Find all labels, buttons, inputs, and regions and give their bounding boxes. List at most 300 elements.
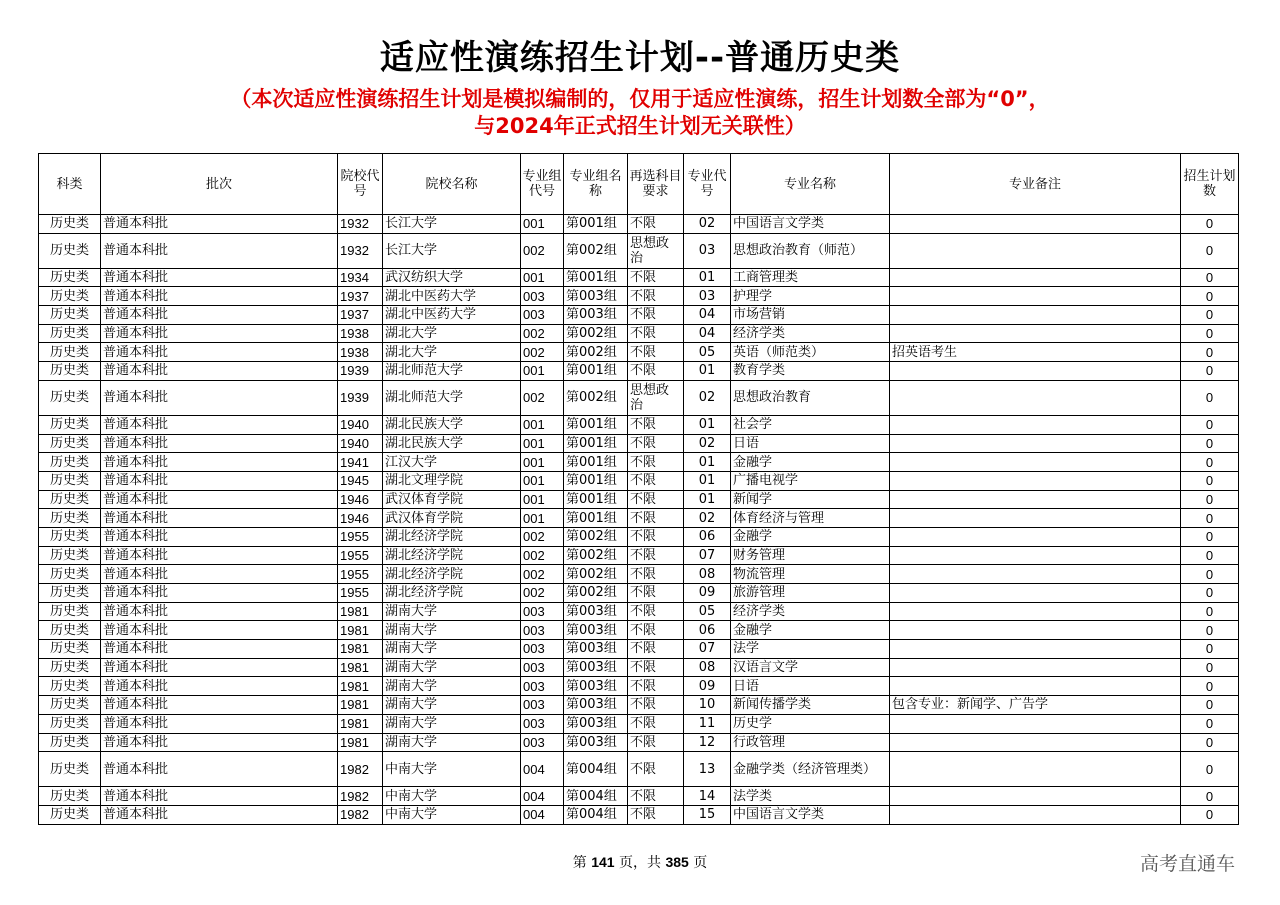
cell-school-code: 1981 — [338, 696, 383, 715]
table-row — [39, 696, 1239, 715]
cell-subject-requirement: 不限 — [628, 343, 684, 362]
cell-school-name: 湖南大学 — [383, 714, 521, 733]
cell-major-name: 金融学类（经济管理类） — [731, 752, 890, 787]
table-row — [39, 453, 1239, 472]
cell-subject: 历史类 — [39, 546, 101, 565]
cell-major-name: 工商管理类 — [731, 268, 890, 287]
cell-school-code: 1945 — [338, 471, 383, 490]
cell-group-name: 第001组 — [564, 362, 628, 381]
cell-subject: 历史类 — [39, 527, 101, 546]
table-row — [39, 621, 1239, 640]
cell-school-name: 湖北中医药大学 — [383, 306, 521, 325]
cell-group-code: 001 — [521, 471, 564, 490]
cell-major-code: 07 — [684, 640, 731, 659]
cell-plan-count: 0 — [1181, 453, 1239, 472]
footer-prefix: 第 — [572, 855, 587, 871]
cell-group-code: 004 — [521, 787, 564, 806]
table-row — [39, 434, 1239, 453]
cell-major-code: 01 — [684, 490, 731, 509]
cell-group-code: 004 — [521, 752, 564, 787]
cell-plan-count: 0 — [1181, 677, 1239, 696]
header-cell: 专业代号 — [684, 154, 731, 215]
cell-subject: 历史类 — [39, 268, 101, 287]
header-cell: 招生计划数 — [1181, 154, 1239, 215]
table-body — [39, 215, 1239, 825]
notice-line-1: （本次适应性演练招生计划是模拟编制的，仅用于适应性演练，招生计划数全部为“0”， — [230, 87, 1050, 111]
cell-major-name: 历史学 — [731, 714, 890, 733]
cell-major-name: 法学类 — [731, 787, 890, 806]
cell-subject-requirement: 不限 — [628, 733, 684, 752]
cell-school-name: 湖北民族大学 — [383, 415, 521, 434]
cell-plan-count: 0 — [1181, 714, 1239, 733]
cell-school-code: 1981 — [338, 658, 383, 677]
cell-subject: 历史类 — [39, 343, 101, 362]
cell-major-note — [890, 215, 1181, 234]
cell-school-name: 湖南大学 — [383, 696, 521, 715]
cell-plan-count: 0 — [1181, 343, 1239, 362]
cell-school-code: 1981 — [338, 714, 383, 733]
cell-subject-requirement: 不限 — [628, 584, 684, 603]
cell-school-code: 1955 — [338, 565, 383, 584]
cell-group-code: 003 — [521, 621, 564, 640]
cell-major-note — [890, 287, 1181, 306]
cell-major-code: 04 — [684, 324, 731, 343]
cell-group-code: 001 — [521, 509, 564, 528]
table-header-row — [39, 154, 1239, 215]
cell-batch: 普通本科批 — [101, 584, 338, 603]
cell-group-name: 第003组 — [564, 287, 628, 306]
cell-plan-count: 0 — [1181, 565, 1239, 584]
page-title: 适应性演练招生计划--普通历史类 — [379, 38, 901, 78]
cell-major-code: 02 — [684, 215, 731, 234]
cell-major-note — [890, 434, 1181, 453]
cell-subject: 历史类 — [39, 787, 101, 806]
cell-major-name: 财务管理 — [731, 546, 890, 565]
header-cell: 专业备注 — [890, 154, 1181, 215]
cell-subject: 历史类 — [39, 805, 101, 824]
cell-school-name: 中南大学 — [383, 805, 521, 824]
cell-group-code: 001 — [521, 215, 564, 234]
cell-group-code: 003 — [521, 733, 564, 752]
cell-group-name: 第003组 — [564, 640, 628, 659]
table-row — [39, 306, 1239, 325]
cell-group-code: 001 — [521, 490, 564, 509]
cell-major-note — [890, 362, 1181, 381]
cell-major-note — [890, 714, 1181, 733]
cell-batch: 普通本科批 — [101, 215, 338, 234]
cell-major-name: 英语（师范类） — [731, 343, 890, 362]
table-row — [39, 380, 1239, 415]
cell-major-code: 06 — [684, 621, 731, 640]
cell-school-code: 1938 — [338, 324, 383, 343]
cell-school-name: 湖北经济学院 — [383, 527, 521, 546]
cell-major-note — [890, 415, 1181, 434]
cell-major-name: 体育经济与管理 — [731, 509, 890, 528]
cell-group-code: 003 — [521, 696, 564, 715]
cell-major-code: 01 — [684, 471, 731, 490]
cell-school-code: 1982 — [338, 752, 383, 787]
cell-group-name: 第003组 — [564, 677, 628, 696]
cell-subject-requirement: 不限 — [628, 696, 684, 715]
cell-major-name: 新闻传播学类 — [731, 696, 890, 715]
cell-school-name: 江汉大学 — [383, 453, 521, 472]
brand-watermark: 高考直通车 — [1140, 853, 1236, 875]
cell-batch: 普通本科批 — [101, 733, 338, 752]
cell-major-note — [890, 805, 1181, 824]
cell-school-code: 1955 — [338, 546, 383, 565]
cell-group-name: 第001组 — [564, 471, 628, 490]
table-row — [39, 752, 1239, 787]
cell-subject-requirement: 不限 — [628, 658, 684, 677]
table-row — [39, 324, 1239, 343]
cell-plan-count: 0 — [1181, 733, 1239, 752]
cell-major-code: 03 — [684, 287, 731, 306]
cell-subject: 历史类 — [39, 324, 101, 343]
cell-school-name: 湖南大学 — [383, 658, 521, 677]
cell-group-name: 第003组 — [564, 696, 628, 715]
table-row — [39, 787, 1239, 806]
cell-major-name: 旅游管理 — [731, 584, 890, 603]
cell-batch: 普通本科批 — [101, 677, 338, 696]
cell-school-code: 1932 — [338, 233, 383, 268]
cell-major-code: 02 — [684, 434, 731, 453]
cell-batch: 普通本科批 — [101, 787, 338, 806]
table-row — [39, 509, 1239, 528]
cell-subject: 历史类 — [39, 677, 101, 696]
cell-plan-count: 0 — [1181, 584, 1239, 603]
cell-major-note — [890, 509, 1181, 528]
cell-group-name: 第001组 — [564, 434, 628, 453]
cell-group-code: 003 — [521, 677, 564, 696]
cell-major-note — [890, 546, 1181, 565]
cell-group-code: 002 — [521, 527, 564, 546]
cell-subject: 历史类 — [39, 733, 101, 752]
cell-major-name: 思想政治教育（师范） — [731, 233, 890, 268]
cell-group-code: 001 — [521, 453, 564, 472]
cell-group-name: 第002组 — [564, 233, 628, 268]
cell-school-code: 1955 — [338, 584, 383, 603]
cell-group-name: 第001组 — [564, 453, 628, 472]
cell-school-name: 湖南大学 — [383, 640, 521, 659]
cell-subject: 历史类 — [39, 434, 101, 453]
table-row — [39, 287, 1239, 306]
cell-group-code: 002 — [521, 380, 564, 415]
cell-subject-requirement: 不限 — [628, 434, 684, 453]
footer-page-number: 141 — [591, 854, 615, 870]
cell-subject: 历史类 — [39, 453, 101, 472]
cell-plan-count: 0 — [1181, 509, 1239, 528]
cell-subject: 历史类 — [39, 565, 101, 584]
cell-batch: 普通本科批 — [101, 380, 338, 415]
cell-major-code: 08 — [684, 658, 731, 677]
cell-major-note — [890, 490, 1181, 509]
cell-subject-requirement: 不限 — [628, 546, 684, 565]
cell-major-code: 10 — [684, 696, 731, 715]
cell-batch: 普通本科批 — [101, 640, 338, 659]
cell-subject-requirement: 思想政治 — [628, 233, 684, 268]
cell-major-name: 法学 — [731, 640, 890, 659]
table-row — [39, 805, 1239, 824]
cell-major-code: 06 — [684, 527, 731, 546]
cell-subject-requirement: 不限 — [628, 805, 684, 824]
cell-subject-requirement: 不限 — [628, 306, 684, 325]
cell-subject: 历史类 — [39, 509, 101, 528]
cell-subject: 历史类 — [39, 696, 101, 715]
cell-major-code: 08 — [684, 565, 731, 584]
cell-major-code: 07 — [684, 546, 731, 565]
cell-group-name: 第002组 — [564, 343, 628, 362]
cell-subject: 历史类 — [39, 602, 101, 621]
cell-subject-requirement: 不限 — [628, 621, 684, 640]
cell-school-code: 1946 — [338, 490, 383, 509]
cell-school-name: 湖北经济学院 — [383, 565, 521, 584]
cell-school-name: 湖北民族大学 — [383, 434, 521, 453]
cell-group-code: 003 — [521, 306, 564, 325]
cell-subject-requirement: 不限 — [628, 787, 684, 806]
cell-batch: 普通本科批 — [101, 696, 338, 715]
cell-plan-count: 0 — [1181, 287, 1239, 306]
cell-major-code: 09 — [684, 677, 731, 696]
cell-school-code: 1937 — [338, 287, 383, 306]
header-cell: 专业组代号 — [521, 154, 564, 215]
cell-plan-count: 0 — [1181, 621, 1239, 640]
cell-plan-count: 0 — [1181, 380, 1239, 415]
cell-major-note — [890, 733, 1181, 752]
table-row — [39, 233, 1239, 268]
header-cell: 院校名称 — [383, 154, 521, 215]
cell-plan-count: 0 — [1181, 787, 1239, 806]
cell-school-name: 湖北经济学院 — [383, 546, 521, 565]
cell-group-name: 第003组 — [564, 733, 628, 752]
footer-total-pages: 385 — [665, 854, 689, 870]
cell-school-name: 湖北经济学院 — [383, 584, 521, 603]
cell-plan-count: 0 — [1181, 640, 1239, 659]
cell-group-code: 003 — [521, 658, 564, 677]
table-row — [39, 527, 1239, 546]
cell-plan-count: 0 — [1181, 752, 1239, 787]
cell-batch: 普通本科批 — [101, 434, 338, 453]
cell-subject: 历史类 — [39, 306, 101, 325]
cell-plan-count: 0 — [1181, 490, 1239, 509]
cell-school-name: 中南大学 — [383, 752, 521, 787]
header-cell: 批次 — [101, 154, 338, 215]
cell-major-note: 招英语考生 — [890, 343, 1181, 362]
cell-subject: 历史类 — [39, 287, 101, 306]
cell-major-name: 金融学 — [731, 621, 890, 640]
cell-subject-requirement: 不限 — [628, 362, 684, 381]
cell-major-name: 中国语言文学类 — [731, 805, 890, 824]
cell-major-code: 05 — [684, 602, 731, 621]
table-row — [39, 546, 1239, 565]
cell-subject-requirement: 不限 — [628, 640, 684, 659]
cell-major-name: 新闻学 — [731, 490, 890, 509]
cell-plan-count: 0 — [1181, 268, 1239, 287]
cell-major-name: 广播电视学 — [731, 471, 890, 490]
table-row — [39, 640, 1239, 659]
page-footer — [0, 853, 1280, 872]
cell-group-name: 第001组 — [564, 215, 628, 234]
cell-major-note — [890, 453, 1181, 472]
table-row — [39, 602, 1239, 621]
cell-subject-requirement: 不限 — [628, 677, 684, 696]
cell-school-code: 1940 — [338, 415, 383, 434]
cell-major-code: 09 — [684, 584, 731, 603]
cell-group-name: 第001组 — [564, 415, 628, 434]
cell-batch: 普通本科批 — [101, 714, 338, 733]
cell-major-note: 包含专业：新闻学、广告学 — [890, 696, 1181, 715]
table-row — [39, 268, 1239, 287]
cell-plan-count: 0 — [1181, 362, 1239, 381]
cell-subject: 历史类 — [39, 714, 101, 733]
cell-major-note — [890, 233, 1181, 268]
cell-major-code: 02 — [684, 509, 731, 528]
cell-school-name: 武汉体育学院 — [383, 509, 521, 528]
cell-school-code: 1981 — [338, 640, 383, 659]
header-cell: 专业名称 — [731, 154, 890, 215]
cell-group-name: 第002组 — [564, 546, 628, 565]
cell-school-name: 武汉体育学院 — [383, 490, 521, 509]
cell-group-code: 003 — [521, 287, 564, 306]
cell-major-name: 经济学类 — [731, 602, 890, 621]
cell-school-code: 1955 — [338, 527, 383, 546]
cell-school-code: 1932 — [338, 215, 383, 234]
cell-group-code: 001 — [521, 415, 564, 434]
cell-school-code: 1946 — [338, 509, 383, 528]
cell-group-name: 第001组 — [564, 509, 628, 528]
cell-batch: 普通本科批 — [101, 362, 338, 381]
cell-major-note — [890, 787, 1181, 806]
table-row — [39, 677, 1239, 696]
cell-major-code: 01 — [684, 415, 731, 434]
cell-school-code: 1939 — [338, 380, 383, 415]
enrollment-plan-table — [38, 153, 1239, 825]
cell-major-name: 日语 — [731, 677, 890, 696]
cell-subject: 历史类 — [39, 658, 101, 677]
cell-subject-requirement: 不限 — [628, 714, 684, 733]
cell-subject: 历史类 — [39, 471, 101, 490]
cell-major-code: 11 — [684, 714, 731, 733]
cell-batch: 普通本科批 — [101, 546, 338, 565]
cell-major-code: 05 — [684, 343, 731, 362]
cell-major-note — [890, 640, 1181, 659]
header-cell: 再选科目要求 — [628, 154, 684, 215]
cell-subject: 历史类 — [39, 215, 101, 234]
cell-major-name: 物流管理 — [731, 565, 890, 584]
cell-batch: 普通本科批 — [101, 658, 338, 677]
table-row — [39, 471, 1239, 490]
cell-plan-count: 0 — [1181, 471, 1239, 490]
cell-major-note — [890, 306, 1181, 325]
table-row — [39, 658, 1239, 677]
cell-subject: 历史类 — [39, 752, 101, 787]
table-row — [39, 714, 1239, 733]
cell-major-code: 03 — [684, 233, 731, 268]
cell-school-name: 湖南大学 — [383, 733, 521, 752]
cell-subject-requirement: 不限 — [628, 324, 684, 343]
cell-batch: 普通本科批 — [101, 527, 338, 546]
cell-batch: 普通本科批 — [101, 602, 338, 621]
cell-school-name: 长江大学 — [383, 215, 521, 234]
cell-subject: 历史类 — [39, 584, 101, 603]
cell-batch: 普通本科批 — [101, 509, 338, 528]
cell-batch: 普通本科批 — [101, 805, 338, 824]
cell-plan-count: 0 — [1181, 415, 1239, 434]
cell-group-name: 第001组 — [564, 268, 628, 287]
cell-group-name: 第004组 — [564, 752, 628, 787]
cell-group-name: 第002组 — [564, 380, 628, 415]
cell-major-name: 社会学 — [731, 415, 890, 434]
footer-suffix: 页 — [693, 855, 708, 871]
cell-group-code: 002 — [521, 343, 564, 362]
cell-subject: 历史类 — [39, 233, 101, 268]
cell-plan-count: 0 — [1181, 696, 1239, 715]
cell-major-code: 01 — [684, 453, 731, 472]
cell-major-name: 日语 — [731, 434, 890, 453]
cell-school-name: 中南大学 — [383, 787, 521, 806]
cell-batch: 普通本科批 — [101, 752, 338, 787]
cell-school-name: 长江大学 — [383, 233, 521, 268]
cell-subject-requirement: 思想政治 — [628, 380, 684, 415]
cell-subject-requirement: 不限 — [628, 490, 684, 509]
cell-school-code: 1934 — [338, 268, 383, 287]
table-row — [39, 362, 1239, 381]
cell-subject-requirement: 不限 — [628, 453, 684, 472]
cell-plan-count: 0 — [1181, 215, 1239, 234]
table-row — [39, 415, 1239, 434]
cell-major-code: 15 — [684, 805, 731, 824]
cell-major-note — [890, 471, 1181, 490]
cell-major-note — [890, 565, 1181, 584]
cell-major-name: 行政管理 — [731, 733, 890, 752]
cell-school-name: 武汉纺织大学 — [383, 268, 521, 287]
cell-school-code: 1981 — [338, 733, 383, 752]
header-cell: 专业组名称 — [564, 154, 628, 215]
table-row — [39, 215, 1239, 234]
cell-subject: 历史类 — [39, 490, 101, 509]
table-row — [39, 565, 1239, 584]
cell-school-name: 湖北大学 — [383, 324, 521, 343]
cell-major-code: 01 — [684, 362, 731, 381]
cell-subject-requirement: 不限 — [628, 268, 684, 287]
cell-plan-count: 0 — [1181, 324, 1239, 343]
cell-subject-requirement: 不限 — [628, 602, 684, 621]
cell-batch: 普通本科批 — [101, 268, 338, 287]
cell-subject: 历史类 — [39, 380, 101, 415]
cell-school-name: 湖北中医药大学 — [383, 287, 521, 306]
cell-group-name: 第002组 — [564, 527, 628, 546]
cell-batch: 普通本科批 — [101, 621, 338, 640]
cell-major-name: 汉语言文学 — [731, 658, 890, 677]
cell-batch: 普通本科批 — [101, 233, 338, 268]
cell-major-note — [890, 584, 1181, 603]
cell-group-name: 第003组 — [564, 658, 628, 677]
cell-major-note — [890, 752, 1181, 787]
cell-plan-count: 0 — [1181, 527, 1239, 546]
cell-school-name: 湖北大学 — [383, 343, 521, 362]
cell-group-name: 第002组 — [564, 324, 628, 343]
table-row — [39, 490, 1239, 509]
cell-school-code: 1938 — [338, 343, 383, 362]
cell-group-name: 第003组 — [564, 602, 628, 621]
cell-major-name: 金融学 — [731, 453, 890, 472]
cell-subject: 历史类 — [39, 640, 101, 659]
cell-school-name: 湖南大学 — [383, 677, 521, 696]
cell-school-code: 1982 — [338, 805, 383, 824]
cell-group-name: 第004组 — [564, 787, 628, 806]
cell-major-code: 12 — [684, 733, 731, 752]
cell-major-name: 金融学 — [731, 527, 890, 546]
cell-major-note — [890, 602, 1181, 621]
